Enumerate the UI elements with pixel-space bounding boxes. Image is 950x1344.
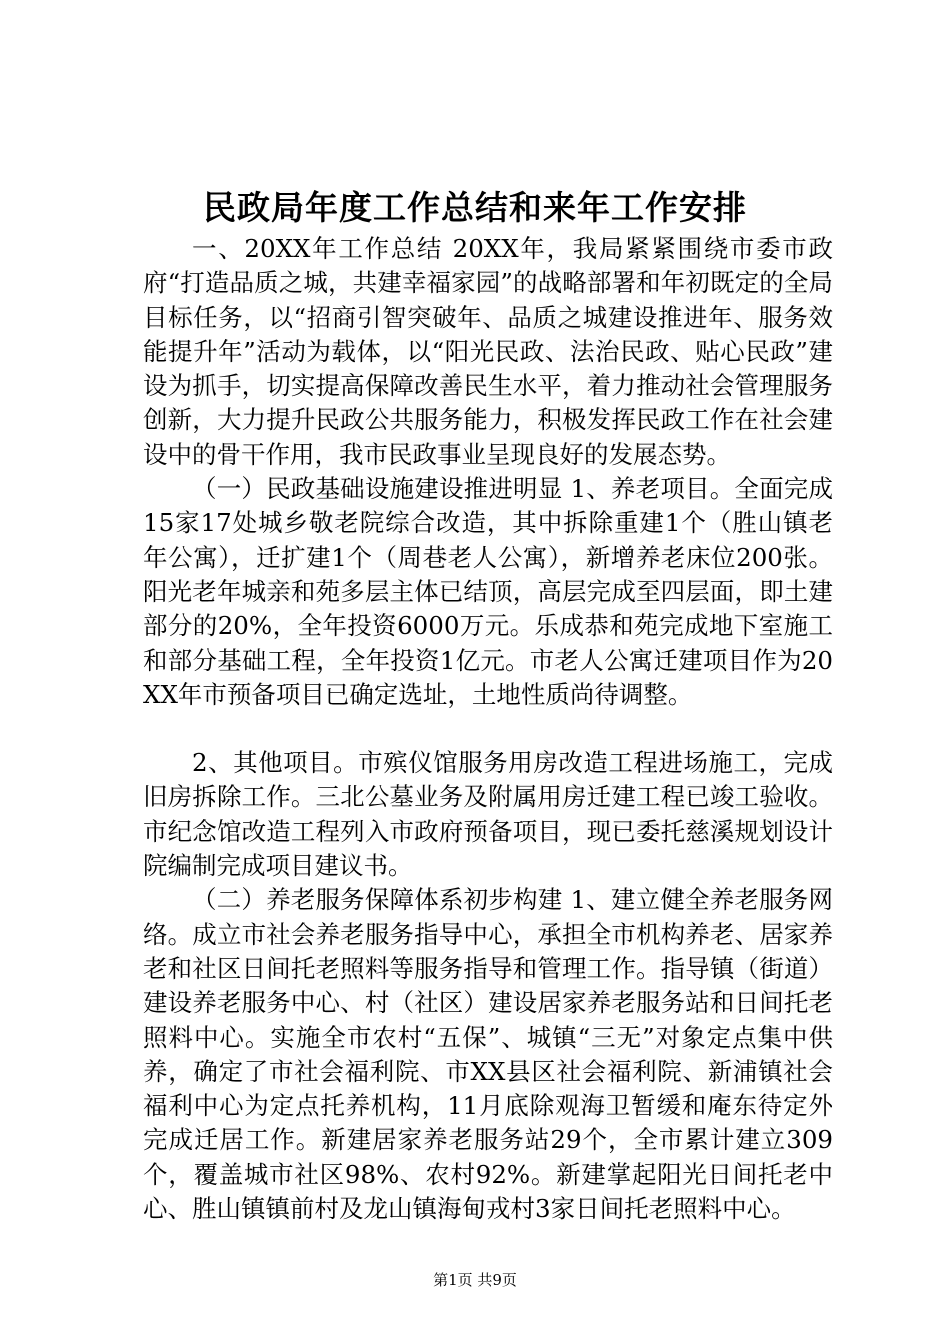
paragraph-other-projects: 2、其他项目。市殡仪馆服务用房改造工程进场施工，完成旧房拆除工作。三北公墓业务及附属用房迁建工程已竣工验收。市纪念馆改造工程列入市政府预备项目，现已委托慈溪规划设计院编制完成项目建议书。: [143, 748, 833, 881]
document-title: 民政局年度工作总结和来年工作安排: [203, 188, 747, 227]
paragraph-spacer: [143, 712, 833, 746]
paragraph-annual-summary: 一、20XX年工作总结 20XX年，我局紧紧围绕市委市政府“打造品质之城，共建幸福家园”的战略部署和年初既定的全局目标任务，以“招商引智突破年、品质之城建设推进年、服务效能提升年”活动为载体，以“阳光民政、法治民政、贴心民政”建设为抓手，切实提高保障改善民生水平，着力推动社会管理服务创新，大力提升民政公共服务能力，积极发挥民政工作在社会建设中的骨干作用，我市民政事业呈现良好的发展态势。: [143, 234, 833, 469]
page-footer: 第1页 共9页: [433, 1271, 517, 1289]
paragraph-infrastructure: （一）民政基础设施建设推进明显 1、养老项目。全面完成15家17处城乡敬老院综合改造，其中拆除重建1个（胜山镇老年公寓），迁扩建1个（周巷老人公寓），新增养老床位200张。阳光老年城亲和苑多层主体已结顶，高层完成至四层面，即土建部分的20%，全年投资6000万元。乐成恭和苑完成地下室施工和部分基础工程，全年投资1亿元。市老人公寓迁建项目作为20XX年市预备项目已确定选址，土地性质尚待调整。: [143, 474, 833, 709]
document-body: [143, 232, 833, 1226]
paragraph-elderly-care-system: （二）养老服务保障体系初步构建 1、建立健全养老服务网络。成立市社会养老服务指导中心，承担全市机构养老、居家养老和社区日间托老照料等服务指导和管理工作。指导镇（街道）建设养老服务中心、村（社区）建设居家养老服务站和日间托老照料中心。实施全市农村“五保”、城镇“三无”对象定点集中供养，确定了市社会福利院、市XX县区社会福利院、新浦镇社会福利中心为定点托养机构，11月底除观海卫暂缓和庵东待定外完成迁居工作。新建居家养老服务站29个，全市累计建立309个，覆盖城市社区98%、农村92%。新建掌起阳光日间托老中心、胜山镇镇前村及龙山镇海甸戎村3家日间托老照料中心。: [143, 885, 833, 1224]
